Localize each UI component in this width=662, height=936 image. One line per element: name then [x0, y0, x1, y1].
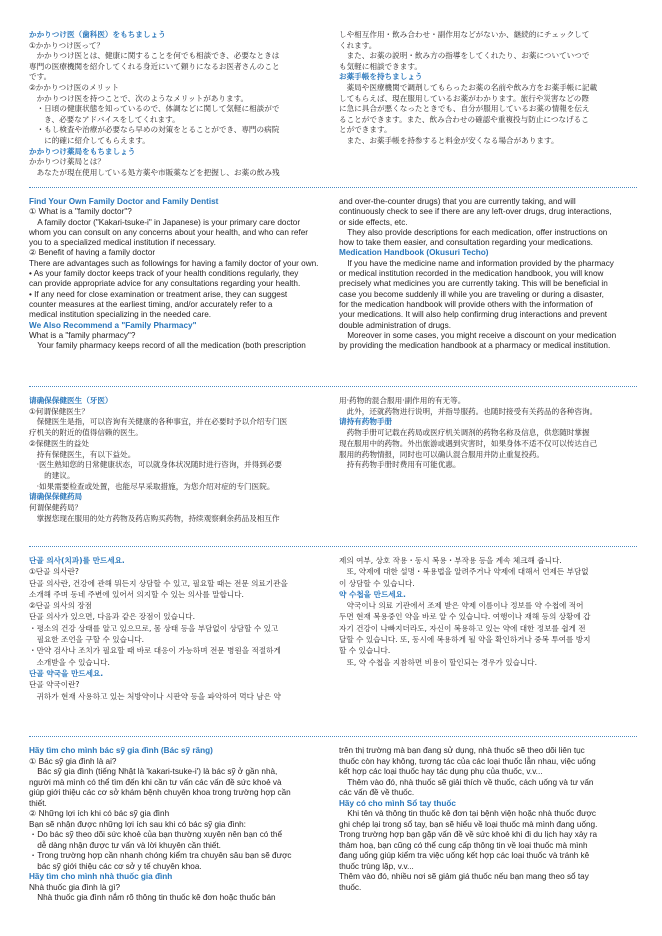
column-right: [339, 555, 637, 668]
section-heading: Medication Handbook (Okusuri Techo): [339, 248, 489, 258]
body-text: しや相互作用・飲み合わせ・副作用などがないか、継続的にチェックして くれます。 また、お薬の説明・飲み方の指導をしてくれたり、お薬についていつで も気軽に相談できます。: [339, 30, 590, 71]
section-heading: お薬手帳を持ちましょう: [339, 72, 423, 82]
section-vietnamese: [29, 746, 637, 931]
column-left: [29, 30, 329, 178]
column-left: [29, 746, 329, 904]
section-heading: Hãy tìm cho mình nhà thuốc gia đình: [29, 872, 173, 881]
section-heading: かかりつけ薬局をもちましょう: [29, 146, 136, 156]
section-divider: [29, 546, 637, 547]
body-text: ①단골 의사란? 단골 의사란, 건강에 관해 뭐든지 상담할 수 있고, 필요할 때는 전문 의료기관을 소개해 주며 동네 주변에 있어서 의지할 수 있는 의사를 말합니다. ②단골 의사의 장점 단골 의사가 있으면, 다음과 같은 장점이 있습니다. ・평소의 건강 상태를 알고 있으므로, 몸 상태 등을 부담없이 상담할 수 있고 필요한 조언을 구할 수 있습니다. ・만약 검사나 조치가 필요할 때 바로 대응이 가능하며 전문 병원을 적절하게 소개받을 수 있습니다.: [29, 567, 288, 667]
column-left: [29, 396, 329, 524]
body-text: 약국이나 의료 기관에서 조제 받은 약제 이름이나 정보를 약 수첩에 적어 두면 현재 복용중인 약을 바로 알 수 있습니다. 여행이나 재해 등의 상황에 갑 자기 건강이 나빠지더라도, 자신이 복용하고 있는 약에 대한 정보를 쉽게 전 달할 수 있습니다. 또, 동시에 복용하게 될 약을 확인하거나 중복 투여를 방지 할 수 있습니다. 또, 약 수첩을 지참하면 비용이 할인되는 경우가 있습니다.: [339, 601, 591, 667]
body-text: 何谓保健药局？ 掌握您现在服用的处方药物及药店购买药物，持续观察剩余药品及相互作: [29, 503, 280, 523]
body-text: 药物手册可记载在药局或医疗机关调剂的药物名称及信息，供您随时掌握 现在服用中的药物。外出旅游或遇到灾害时，如果身体不适不仅可以传达自己 服用的药物情报，同时也可以确认混合服用并防止重复投药。 持有药物手册时费用有可能优惠。: [339, 428, 598, 470]
section-chinese: [29, 396, 637, 546]
column-right: [339, 746, 637, 893]
body-text: and over-the-counter drugs) that you are currently taking, and will continuously check to see if there are any left-over drugs, drug interactions, or side effects, etc. They also provide descriptions for each medication, offer instructions on how to take them easier, and consultation regarding your medications.: [339, 197, 612, 248]
body-text: Nhà thuốc gia đình là gì? Nhà thuốc gia đình nắm rõ thông tin thuốc kê đơn hoặc thuốc bán: [29, 882, 276, 902]
body-text: Khi tên và thông tin thuốc kê đơn tại bệnh viện hoặc nhà thuốc được ghi chép lại trong sổ tay, bạn sẽ hiểu về loại thuốc mà mình đang uống. Trong trường hợp bạn gặp vấn đề về sức khoẻ khi đi du lịch hay xảy ra thảm hoạ, bạn cũng có thể cung cấp thông tin về loại thuốc mà mình đang uống giúp kiểm tra việc uống kết hợp các loại thuốc và tránh kê thuốc trùng lặp, v.v... Thêm vào đó, nhiều nơi sẽ giảm giá thuốc nếu bạn mang theo sổ tay thuốc.: [339, 809, 598, 892]
section-heading: We Also Recommend a "Family Pharmacy": [29, 320, 197, 330]
body-text: 단골 약국이란? 귀하가 현재 사용하고 있는 처방약이나 시판약 등을 파악하여 먹다 남은 약: [29, 680, 281, 701]
column-right: [339, 197, 637, 351]
column-left: [29, 555, 329, 702]
body-text: If you have the medicine name and information provided by the pharmacy or medical institution recorded in the medication handbook, you will know precisely what medicines you are currently taking. This will be beneficial in case you become suddenly ill while you are traveling or during a disaster, for the medication handbook will provide others with the information of your medications. It will also help confirming drug interactions and prevent double administration of drugs. Moreover in some cases, you might receive a discount on your medication by providing the medication handbook at a pharmacy or medical institution.: [339, 258, 617, 351]
section-heading: 请确保保健药局: [29, 492, 83, 502]
section-divider: [29, 386, 637, 387]
section-heading: 단골 약국을 만드세요.: [29, 668, 104, 678]
body-text: What is a "family pharmacy"? Your family pharmacy keeps record of all the medication (both prescription: [29, 330, 306, 351]
section-japanese: [29, 30, 637, 180]
section-heading: 약 수첩을 만드세요.: [339, 589, 406, 599]
body-text: ① What is a "family doctor"? A family doctor ("Kakari-tsuke-i" in Japanese) is your primary care doctor whom you can consult on any concerns about your health, and who can refer you to a specialized medical institution if necessary. ② Benefit of having a family doctor There are advantages such as followings for having a family doctor of your own. • As your family doctor keeps track of your health conditions regularly, they can provide appropriate advice for any consultations regarding your health. • If any need for close examination or treatment arise, they can suggest counter measures at the earliest timing, and/or accurately refer to a medical institution specializing in the needed care.: [29, 207, 319, 320]
section-heading: Hãy tìm cho mình bác sỹ gia đình (Bác sỹ răng): [29, 746, 213, 755]
section-english: [29, 197, 637, 382]
section-heading: Find Your Own Family Doctor and Family Dentist: [29, 197, 219, 206]
body-text: 用·药物的混合服用·副作用的有无等。 此外，还就药物进行说明，并指导服药。也随时接受有关药品的各种咨询。: [339, 396, 598, 416]
section-heading: 请持有药物手册: [339, 417, 393, 427]
section-divider: [29, 187, 637, 188]
section-divider: [29, 736, 637, 737]
body-text: ①何谓保健医生？ 保健医生是指，可以咨询有关健康的各种事宜，并在必要时予以介绍专门医 疗机关的附近的值得信赖的医生。 ②保健医生的益处 持有保健医生，有以下益处。 ·医生熟知您的日常健康状态，可以就身体状况随时进行咨询，并得到必要 的建议。 ·如果需要检查或处置，也能尽早采取措施，为您介绍对症的专门医院。: [29, 406, 288, 491]
section-heading: かかりつけ医（歯科医）をもちましょう: [29, 30, 166, 39]
body-text: かかりつけ薬局とは？ あなたが現在使用している処方薬や市販薬などを把握し、お薬の飲み残: [29, 157, 280, 177]
section-heading: 请确保保健医生（牙医）: [29, 396, 113, 405]
section-korean: [29, 555, 637, 730]
column-right: [339, 30, 637, 147]
body-text: 제의 여부, 상호 작용・동시 복용・부작용 등을 계속 체크해 줍니다. 또, 약제에 대한 설명・복용법을 알려주거나 약제에 대해서 언제든 부담없 이 상담할 수 있습니다.: [339, 556, 589, 588]
column-left: [29, 197, 329, 351]
body-text: ① Bác sỹ gia đình là ai? Bác sỹ gia đình (tiếng Nhật là 'kakari-tsuke-i') là bác sỹ ở gần nhà, người mà mình có thể tìm đến khi cần tư vấn các vấn đề sức khoẻ và giúp giới thiệu các cơ sở khám bệnh chuyên khoa trong trường hợp cần thiết. ② Những lợi ích khi có bác sỹ gia đình Bạn sẽ nhận được những lợi ích sau khi có bác sỹ gia đình: ・Do bác sỹ theo dõi sức khoẻ của bạn thường xuyên nên bạn có thể dễ dàng nhận được tư vấn và lời khuyên cần thiết. ・Trong trường hợp cần nhanh chóng kiểm tra chuyên sâu bạn sẽ được bác sỹ giới thiệu các cơ sở y tế chuyên khoa.: [29, 756, 292, 871]
body-text: trên thị trường mà bạn đang sử dụng, nhà thuốc sẽ theo dõi liên tục thuốc còn hay không, tương tác của các loại thuốc lẫn nhau, việc uống kết hợp các loại thuốc hay tác dụng phụ của thuốc, v.v... Thêm vào đó, nhà thuốc sẽ giải thích về thuốc, cách uống và tư vấn các vấn đề về thuốc.: [339, 746, 596, 797]
section-heading: 단골 의사(치과)를 만드세요.: [29, 556, 125, 565]
body-text: 薬局や医療機関で調剤してもらったお薬の名前や飲み方をお薬手帳に記載 してもらえば、現在服用しているお薬がわかります。旅行や災害などの際 に急に具合が悪くなったときでも、自分が服用しているお薬の情報を伝え ることができます。また、飲み合わせの確認や重複投与防止につなげるこ とができます。 また、お薬手帳を持参すると料金が安くなる場合があります。: [339, 82, 598, 145]
section-heading: Hãy có cho mình Sổ tay thuốc: [339, 798, 456, 808]
column-right: [339, 396, 637, 471]
body-text: ①かかりつけ医って？ かかりつけ医とは、健康に関することを何でも相談でき、必要なときは 専門の医療機関を紹介してくれる身近にいて頼りになるお医者さんのこと です。 ②かかりつけ医のメリット かかりつけ医を持つことで、次のようなメリットがあります。 ・日頃の健康状態を知っているので、体調などに関して気軽に相談がで き、必要なアドバイスをしてくれます。 ・もし検査や治療が必要なら早めの対策をとることができ、専門の病院 に的確に紹介してもらえます。: [29, 40, 280, 145]
